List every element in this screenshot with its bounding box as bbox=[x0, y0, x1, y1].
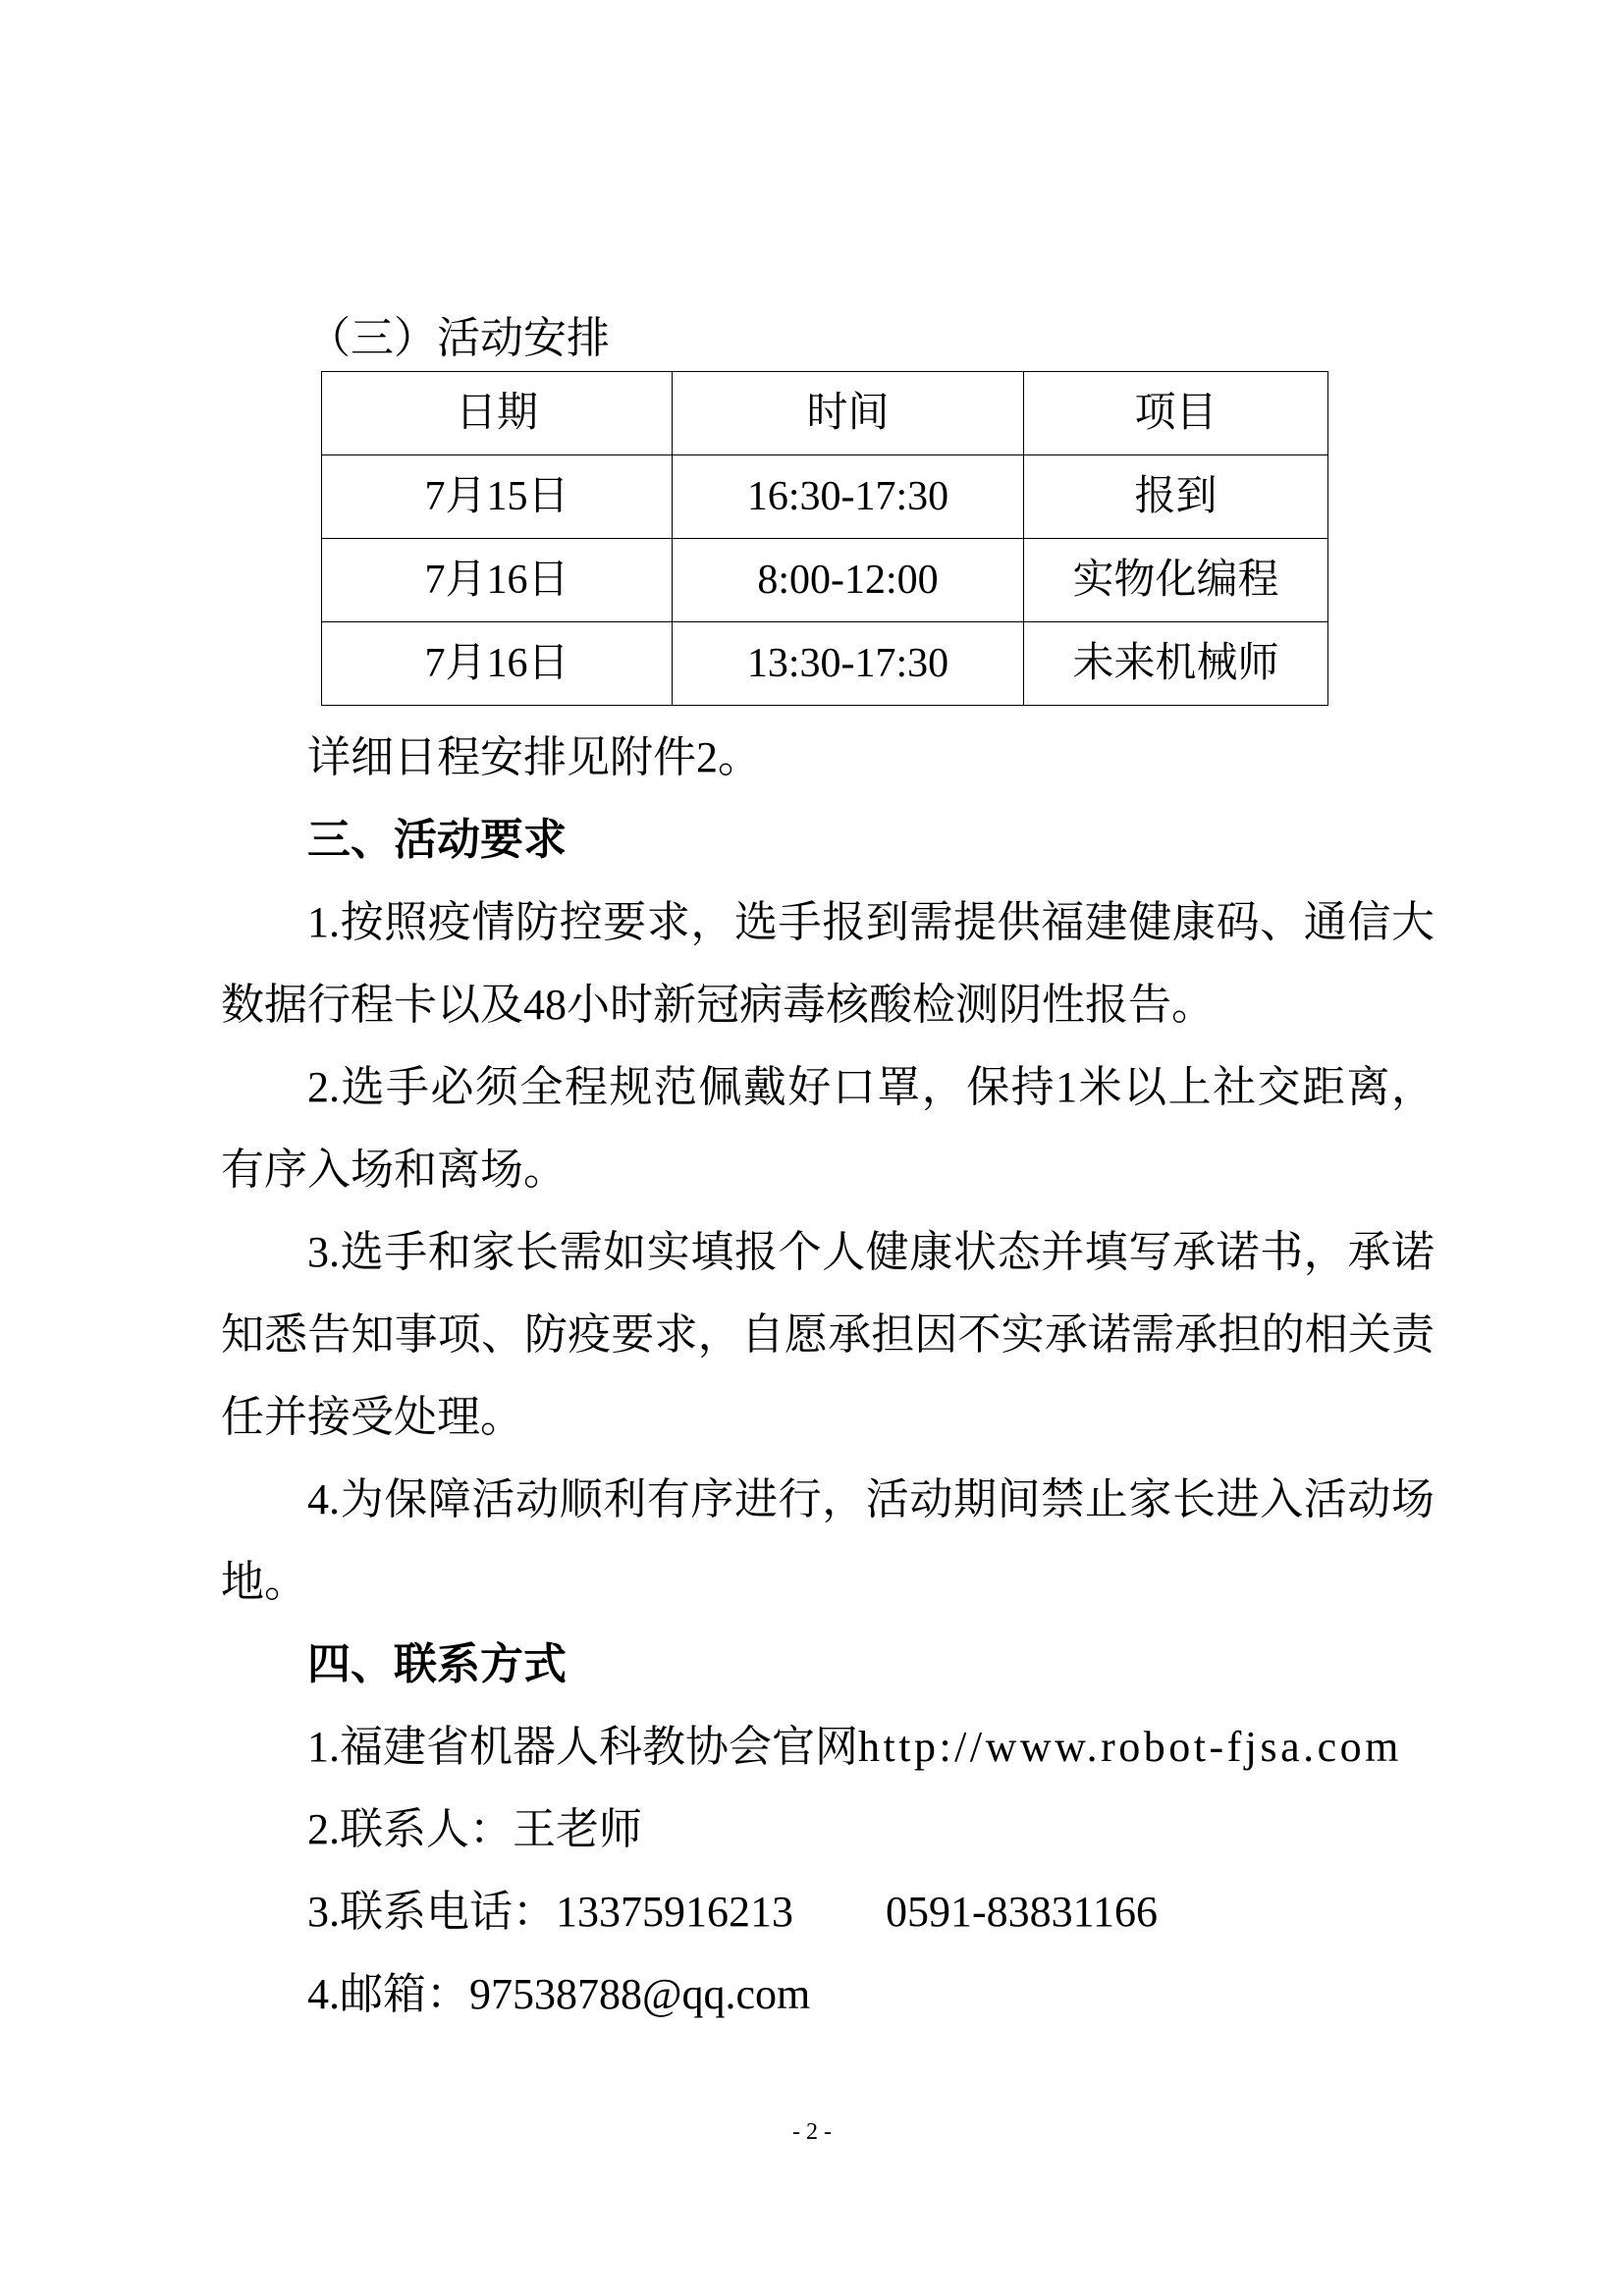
requirement-4-line-2: 地。 bbox=[221, 1558, 307, 1606]
contact-email-label: 4.邮箱： bbox=[307, 1970, 469, 2018]
table-cell-date: 7月16日 bbox=[322, 622, 673, 706]
subsection-title: （三）活动安排 bbox=[307, 314, 610, 362]
schedule-table bbox=[321, 371, 1328, 706]
table-row bbox=[322, 622, 1328, 706]
contact-phone-mobile: 13375916213 bbox=[556, 1888, 793, 1936]
requirement-1-line-2: 数据行程卡以及48小时新冠病毒核酸检测阴性报告。 bbox=[221, 981, 1215, 1029]
table-row bbox=[322, 539, 1328, 622]
table-cell-item: 未来机械师 bbox=[1024, 622, 1328, 706]
contact-phone-label: 3.联系电话： bbox=[307, 1888, 556, 1936]
requirement-2-line-1: 2.选手必须全程规范佩戴好口罩，保持1米以上社交距离， bbox=[307, 1063, 1435, 1111]
table-header-item: 项目 bbox=[1024, 372, 1328, 455]
contact-website-line bbox=[221, 1706, 1435, 1789]
contact-email-address: 97538788@qq.com bbox=[469, 1970, 811, 2018]
table-row bbox=[322, 455, 1328, 539]
requirement-3-line-2: 知悉告知事项、防疫要求，自愿承担因不实承诺需承担的相关责 bbox=[221, 1310, 1435, 1359]
table-cell-item: 实物化编程 bbox=[1024, 539, 1328, 622]
schedule-note: 详细日程安排见附件2。 bbox=[307, 733, 761, 781]
schedule-table-body bbox=[322, 455, 1328, 706]
requirement-1-line-1: 1.按照疫情防控要求，选手报到需提供福建健康码、通信大 bbox=[307, 898, 1435, 946]
contact-heading: 四、联系方式 bbox=[307, 1640, 567, 1688]
requirement-2-line-2: 有序入场和离场。 bbox=[221, 1146, 567, 1194]
page-number: - 2 - bbox=[792, 2119, 832, 2145]
contact-person-line bbox=[221, 1789, 1435, 1871]
contact-phone-line bbox=[221, 1871, 1435, 1953]
table-header-time: 时间 bbox=[673, 372, 1024, 455]
table-header-row bbox=[322, 372, 1328, 455]
table-cell-item: 报到 bbox=[1024, 455, 1328, 539]
contact-website-url: http://www.robot-fjsa.com bbox=[858, 1723, 1402, 1771]
requirement-3-line-3: 任并接受处理。 bbox=[221, 1393, 523, 1441]
table-cell-date: 7月16日 bbox=[322, 539, 673, 622]
requirement-3-line-1: 3.选手和家长需如实填报个人健康状态并填写承诺书，承诺 bbox=[307, 1228, 1435, 1276]
requirements-heading: 三、活动要求 bbox=[307, 816, 567, 864]
table-cell-time: 16:30-17:30 bbox=[673, 455, 1024, 539]
contact-phone-landline: 0591-83831166 bbox=[886, 1888, 1159, 1936]
requirement-4-line-1: 4.为保障活动顺利有序进行，活动期间禁止家长进入活动场 bbox=[307, 1475, 1435, 1523]
table-cell-date: 7月15日 bbox=[322, 455, 673, 539]
contact-person-name: 王老师 bbox=[513, 1805, 642, 1853]
contact-website-label: 1.福建省机器人科教协会官网 bbox=[307, 1723, 858, 1771]
table-header-date: 日期 bbox=[322, 372, 673, 455]
table-cell-time: 13:30-17:30 bbox=[673, 622, 1024, 706]
contact-email-line bbox=[221, 1953, 1435, 2036]
schedule-table-head bbox=[322, 372, 1328, 455]
contact-person-label: 2.联系人： bbox=[307, 1805, 513, 1853]
table-cell-time: 8:00-12:00 bbox=[673, 539, 1024, 622]
